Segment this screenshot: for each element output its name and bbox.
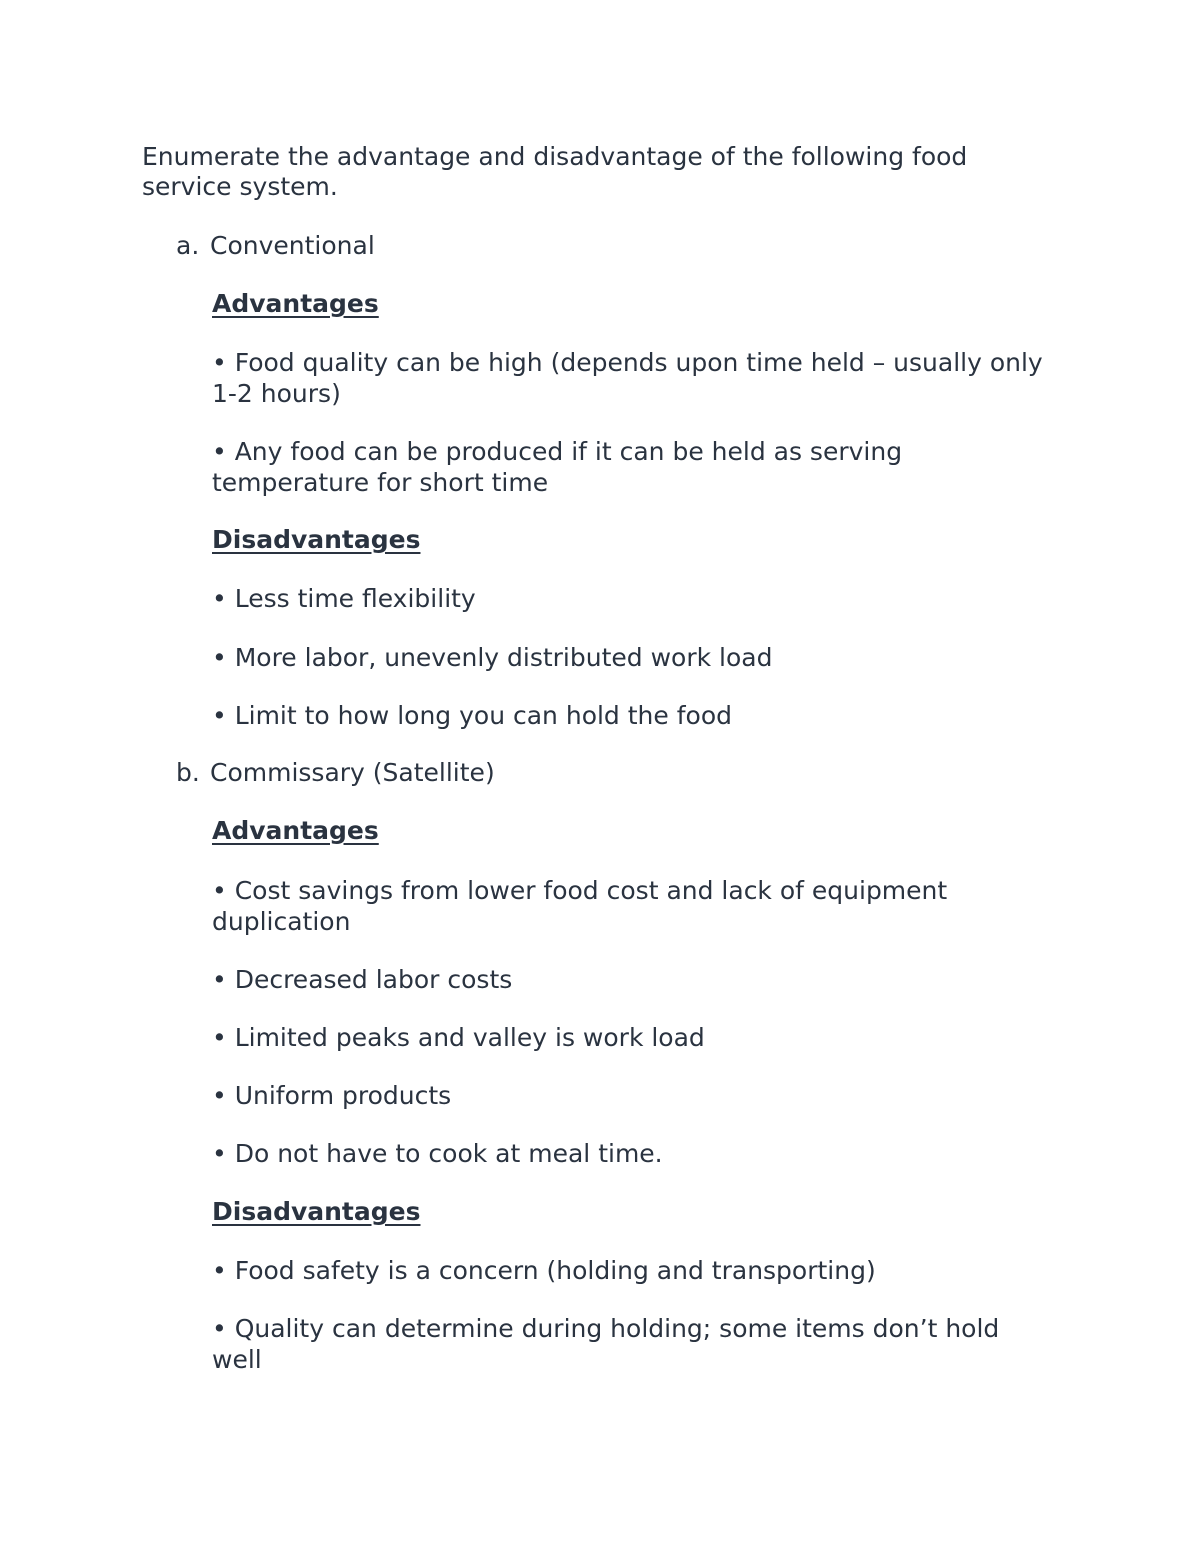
bullet-mark: • (212, 584, 227, 613)
section-b-title: Commissary (Satellite) (210, 758, 495, 787)
section-a-label (176, 231, 375, 261)
section-a-disadvantage-item: • Limit to how long you can hold the food (212, 701, 732, 730)
bullet-mark: • (212, 1023, 227, 1052)
bullet-mark: • (212, 643, 227, 672)
bullet-mark: • (212, 965, 227, 994)
section-a-title: Conventional (210, 231, 375, 260)
section-b-advantages-heading: Advantages (212, 816, 379, 845)
section-b-disadvantage-item: • Quality can determine during holding; some items don’t hold well (212, 1314, 1000, 1374)
section-a-advantage-item: • Food quality can be high (depends upon time held – usually only 1-2 hours) (212, 348, 1043, 408)
bullet-mark: • (212, 876, 227, 905)
section-b-disadvantage-item: • Food safety is a concern (holding and transporting) (212, 1256, 876, 1285)
bullet-mark: • (212, 1139, 227, 1168)
section-a-disadvantages-heading: Disadvantages (212, 525, 421, 554)
bullet-mark: • (212, 1256, 227, 1285)
bullet-mark: • (212, 1314, 227, 1343)
section-a-advantages-heading: Advantages (212, 289, 379, 318)
section-b-advantage-item: • Uniform products (212, 1081, 452, 1110)
section-a-marker: a. (176, 231, 200, 260)
section-b-advantage-item: • Do not have to cook at meal time. (212, 1139, 663, 1168)
section-b-disadvantages-heading: Disadvantages (212, 1197, 421, 1226)
section-b-marker: b. (176, 758, 200, 787)
section-a-disadvantage-item: • Less time flexibility (212, 584, 476, 613)
bullet-mark: • (212, 437, 227, 466)
section-b-advantage-item: • Limited peaks and valley is work load (212, 1023, 705, 1052)
section-a-advantage-item: • Any food can be produced if it can be held as serving temperature for short time (212, 437, 903, 497)
section-b-label (176, 758, 495, 788)
section-b-advantage-item: • Decreased labor costs (212, 965, 513, 994)
bullet-mark: • (212, 1081, 227, 1110)
section-b-advantage-item: • Cost savings from lower food cost and lack of equipment duplication (212, 876, 948, 936)
section-a-disadvantage-item: • More labor, unevenly distributed work load (212, 643, 773, 672)
bullet-mark: • (212, 701, 227, 730)
intro-text: Enumerate the advantage and disadvantage of the following food service system. (142, 142, 968, 201)
bullet-mark: • (212, 348, 227, 377)
